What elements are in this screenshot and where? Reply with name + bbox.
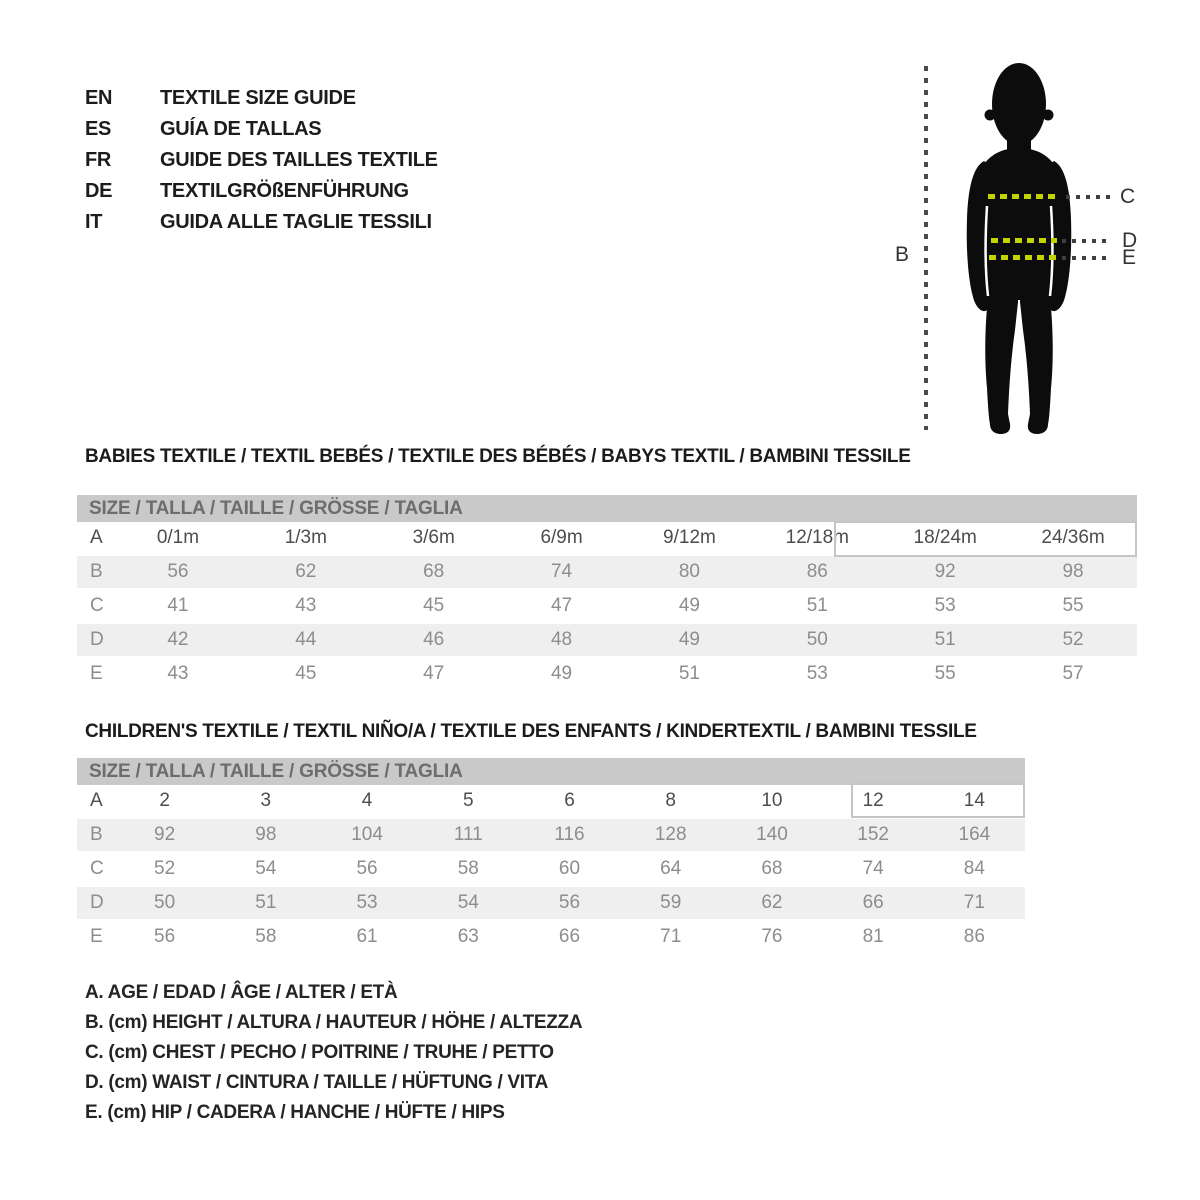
row-label: A (90, 790, 103, 811)
table-row (77, 556, 1137, 590)
table-row (77, 853, 1025, 887)
language-title: TEXTILE SIZE GUIDE (160, 87, 356, 109)
legend-row: B. (cm) HEIGHT / ALTURA / HAUTEUR / HÖHE / ALTEZZA (85, 1012, 583, 1033)
language-row (85, 83, 438, 114)
row-label: A (90, 527, 103, 548)
waist-leader-dots (1062, 239, 1110, 243)
children-table-header: SIZE / TALLA / TAILLE / GRÖSSE / TAGLIA (77, 758, 1025, 785)
size-cell: 128 (654, 824, 687, 845)
size-cell: 43 (295, 595, 317, 616)
size-cell: 116 (554, 824, 585, 845)
size-cell: 0/1m (156, 527, 200, 548)
size-cell: 6/9m (540, 527, 583, 548)
hip-measure-label: E (1122, 246, 1137, 269)
size-cell: 152 (857, 824, 889, 845)
row-label: B (90, 561, 103, 582)
size-cell: 92 (154, 824, 176, 845)
table-row (77, 624, 1137, 658)
size-cell: 51 (678, 663, 700, 684)
size-cell: 49 (678, 595, 700, 616)
measurement-legend (85, 978, 582, 1128)
row-label: B (90, 824, 103, 845)
size-cell: 66 (862, 892, 884, 913)
size-cell: 45 (295, 663, 317, 684)
size-cell: 58 (255, 926, 277, 947)
language-code: DE (85, 180, 113, 202)
table-row (77, 658, 1137, 692)
chest-leader-dots (1066, 195, 1110, 199)
babies-size-highlight-box (834, 521, 1137, 557)
size-cell: 98 (255, 824, 277, 845)
size-cell: 44 (295, 629, 317, 650)
size-cell: 62 (761, 892, 783, 913)
table-row (77, 921, 1025, 955)
size-cell: 164 (958, 824, 991, 845)
table-row (77, 819, 1025, 853)
waist-measure-dash (991, 238, 1057, 243)
table-row (77, 590, 1137, 624)
size-cell: 55 (1062, 595, 1084, 616)
size-cell: 3 (260, 790, 272, 811)
size-cell: 56 (167, 561, 189, 582)
size-cell: 66 (558, 926, 581, 947)
size-cell: 59 (660, 892, 682, 913)
legend-row: E. (cm) HIP / CADERA / HANCHE / HÜFTE / HIPS (85, 1102, 505, 1123)
row-label: E (90, 926, 103, 947)
size-cell: 60 (558, 858, 581, 879)
language-code: FR (85, 149, 112, 171)
language-row (85, 176, 438, 207)
table-row (77, 887, 1025, 921)
size-cell: 45 (423, 595, 445, 616)
size-cell: 3/6m (412, 527, 455, 548)
size-cell: 86 (806, 561, 828, 582)
size-cell: 47 (550, 595, 573, 616)
size-cell: 51 (934, 629, 956, 650)
size-cell: 86 (963, 926, 985, 947)
size-cell: 47 (423, 663, 445, 684)
waist-measure-label: D (1122, 229, 1138, 252)
size-cell: 71 (660, 926, 682, 947)
hip-measure-dash (989, 255, 1057, 260)
size-cell: 64 (660, 858, 682, 879)
size-cell: 6 (564, 790, 575, 811)
size-cell: 18/24m (913, 527, 977, 548)
size-cell: 76 (761, 926, 783, 947)
size-cell: 12/18m (785, 527, 849, 548)
size-cell: 56 (356, 858, 378, 879)
size-cell: 92 (934, 561, 956, 582)
size-cell: 41 (167, 595, 189, 616)
size-cell: 68 (423, 561, 445, 582)
size-cell: 104 (351, 824, 383, 845)
size-cell: 49 (678, 629, 700, 650)
legend-row: C. (cm) CHEST / PECHO / POITRINE / TRUHE / PETTO (85, 1042, 554, 1063)
size-cell: 63 (457, 926, 479, 947)
size-cell: 81 (862, 926, 884, 947)
size-cell: 54 (457, 892, 479, 913)
size-cell: 62 (295, 561, 317, 582)
size-cell: 53 (806, 663, 828, 684)
language-title: GUIDA ALLE TAGLIE TESSILI (160, 211, 432, 233)
hip-leader-dots (1062, 256, 1110, 260)
language-title: TEXTILGRÖßENFÜHRUNG (160, 180, 409, 202)
language-title: GUÍA DE TALLAS (160, 118, 322, 140)
chest-measure-label: C (1120, 185, 1136, 208)
language-code: ES (85, 118, 112, 140)
size-cell: 2 (159, 790, 170, 811)
size-cell: 4 (361, 790, 373, 811)
language-row (85, 207, 438, 238)
size-cell: 46 (423, 629, 445, 650)
size-cell: 56 (558, 892, 581, 913)
size-cell: 56 (154, 926, 176, 947)
size-cell: 54 (255, 858, 277, 879)
size-cell: 140 (756, 824, 788, 845)
size-cell: 53 (934, 595, 956, 616)
size-cell: 48 (550, 629, 573, 650)
children-size-highlight-box (851, 783, 1025, 818)
size-cell: 74 (550, 561, 573, 582)
size-cell: 53 (356, 892, 378, 913)
size-cell: 80 (678, 561, 700, 582)
size-cell: 52 (1062, 629, 1084, 650)
row-label: D (90, 629, 104, 650)
size-cell: 52 (154, 858, 176, 879)
legend-row: A. AGE / EDAD / ÂGE / ALTER / ETÀ (85, 982, 398, 1003)
size-cell: 42 (167, 629, 189, 650)
size-cell: 14 (963, 790, 985, 811)
size-cell: 84 (963, 858, 985, 879)
babies-section-heading: BABIES TEXTILE / TEXTIL BEBÉS / TEXTILE DES BÉBÉS / BABYS TEXTIL / BAMBINI TESSILE (85, 446, 911, 467)
size-cell: 57 (1062, 663, 1084, 684)
row-label: E (90, 663, 103, 684)
language-code: EN (85, 87, 113, 109)
height-measure-line (924, 66, 928, 430)
language-code: IT (85, 211, 103, 233)
size-cell: 51 (806, 595, 828, 616)
size-cell: 58 (457, 858, 479, 879)
language-row (85, 145, 438, 176)
language-title: GUIDE DES TAILLES TEXTILE (160, 149, 438, 171)
size-cell: 9/12m (663, 527, 716, 548)
chest-measure-dash (988, 194, 1060, 199)
size-cell: 1/3m (284, 527, 327, 548)
size-cell: 111 (453, 824, 483, 845)
height-measure-label: B (895, 243, 910, 266)
size-cell: 55 (934, 663, 956, 684)
babies-table-header: SIZE / TALLA / TAILLE / GRÖSSE / TAGLIA (77, 495, 1137, 522)
size-cell: 50 (806, 629, 828, 650)
language-list (85, 83, 438, 238)
size-cell: 8 (665, 790, 676, 811)
size-cell: 12 (862, 790, 884, 811)
size-cell: 98 (1062, 561, 1084, 582)
row-label: C (90, 595, 104, 616)
size-cell: 43 (167, 663, 189, 684)
language-row (85, 114, 438, 145)
size-cell: 10 (761, 790, 783, 811)
size-cell: 5 (462, 790, 474, 811)
size-cell: 50 (154, 892, 176, 913)
size-cell: 24/36m (1041, 527, 1105, 548)
size-cell: 71 (963, 892, 985, 913)
children-section-heading: CHILDREN'S TEXTILE / TEXTIL NIÑO/A / TEXTILE DES ENFANTS / KINDERTEXTIL / BAMBINI TESSILE (85, 721, 977, 742)
row-label: D (90, 892, 104, 913)
size-cell: 68 (761, 858, 783, 879)
size-cell: 49 (550, 663, 573, 684)
child-silhouette-icon (953, 58, 1089, 436)
size-cell: 61 (356, 926, 378, 947)
size-cell: 74 (862, 858, 884, 879)
size-cell: 51 (255, 892, 277, 913)
row-label: C (90, 858, 104, 879)
legend-row: D. (cm) WAIST / CINTURA / TAILLE / HÜFTUNG / VITA (85, 1072, 549, 1093)
